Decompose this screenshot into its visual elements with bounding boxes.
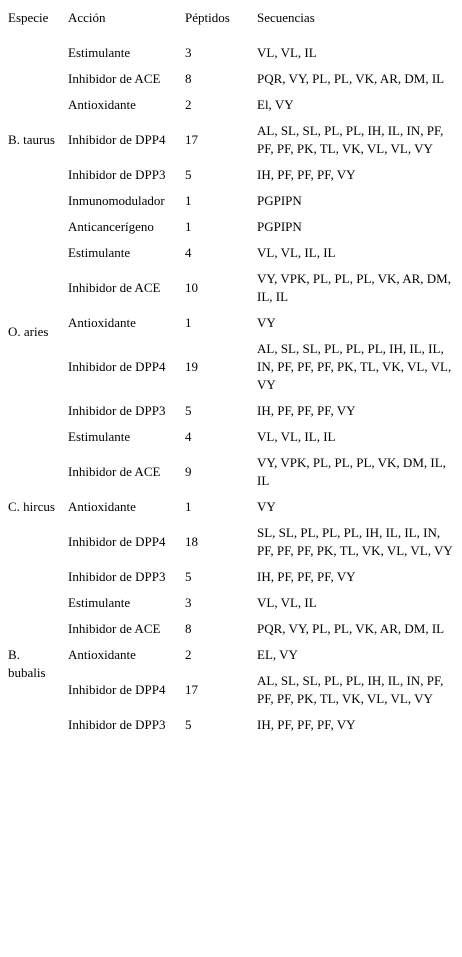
secuencias-cell: PQR, VY, PL, PL, VK, AR, DM, IL [257,71,445,86]
peptides-table [0,4,462,738]
table-row [0,712,462,738]
secuencias-cell: SL, SL, PL, PL, PL, IH, IL, IL, IN, PF, PF, PF, PK, TL, VK, VL, VL, VY [257,525,453,558]
secuencias-cell: IH, PF, PF, PF, VY [257,403,356,418]
table-row [0,162,462,188]
secuencias-cell: PQR, VY, PL, PL, VK, AR, DM, IL [257,621,445,636]
peptidos-cell: 1 [185,193,192,208]
secuencias-cell: VL, VL, IL, IL [257,245,336,260]
peptidos-cell: 18 [185,534,198,549]
table-row [0,520,462,564]
accion-cell: Inhibidor de DPP3 [68,403,166,418]
species-cell: O. aries [8,324,49,339]
accion-cell: Inhibidor de ACE [68,71,161,86]
peptidos-cell: 8 [185,71,192,86]
peptidos-cell: 3 [185,595,192,610]
accion-cell: Inmunomodulador [68,193,165,208]
peptidos-cell: 5 [185,167,192,182]
header-especie: Especie [8,10,49,25]
accion-cell: Inhibidor de ACE [68,621,161,636]
table-row [0,590,462,616]
accion-cell: Estimulante [68,45,131,60]
accion-cell: Inhibidor de DPP3 [68,569,166,584]
table-row [0,40,462,66]
header-peptidos: Péptidos [185,10,230,25]
secuencias-cell: IH, PF, PF, PF, VY [257,167,356,182]
table-row [0,118,462,162]
secuencias-cell: IH, PF, PF, PF, VY [257,569,356,584]
accion-cell: Estimulante [68,429,131,444]
accion-cell: Estimulante [68,245,131,260]
table-row [0,310,462,336]
peptidos-cell: 9 [185,464,192,479]
secuencias-cell: VL, VL, IL [257,595,317,610]
peptidos-cell: 1 [185,219,192,234]
secuencias-cell: AL, SL, SL, PL, PL, IH, IL, IN, PF, PF, PF, PK, TL, VK, VL, VL, VY [257,123,444,156]
accion-cell: Antioxidante [68,97,136,112]
secuencias-cell: VY, VPK, PL, PL, PL, VK, AR, DM, IL, IL [257,271,451,304]
accion-cell: Inhibidor de ACE [68,464,161,479]
peptidos-cell: 17 [185,132,198,147]
species-cell: C. hircus [8,499,55,514]
table-row [0,668,462,712]
peptidos-cell: 5 [185,569,192,584]
peptidos-cell: 1 [185,499,192,514]
peptidos-cell: 4 [185,245,192,260]
secuencias-cell: IH, PF, PF, PF, VY [257,717,356,732]
species-cell: B. taurus [8,132,55,147]
peptidos-cell: 10 [185,280,198,295]
accion-cell: Antioxidante [68,647,136,662]
peptidos-cell: 2 [185,647,192,662]
accion-cell: Inhibidor de DPP4 [68,682,166,697]
table-row [0,564,462,590]
secuencias-cell: VL, VL, IL, IL [257,429,336,444]
secuencias-cell: EL, VY [257,647,298,662]
accion-cell: Inhibidor de DPP3 [68,717,166,732]
secuencias-cell: AL, SL, SL, PL, PL, PL, IH, IL, IL, IN, PF, PF, PF, PK, TL, VK, VL, VL, VY [257,341,452,392]
accion-cell: Inhibidor de DPP4 [68,534,166,549]
table-row [0,188,462,214]
peptidos-cell: 4 [185,429,192,444]
secuencias-cell: El, VY [257,97,294,112]
peptidos-cell: 1 [185,315,192,330]
table-row [0,240,462,266]
accion-cell: Antioxidante [68,315,136,330]
secuencias-cell: VY, VPK, PL, PL, PL, VK, DM, IL, IL [257,455,446,488]
table-row [0,92,462,118]
table-row [0,494,462,520]
table-row [0,642,462,668]
table-header [0,4,462,40]
header-secuencias: Secuencias [257,10,315,25]
secuencias-cell: VL, VL, IL [257,45,317,60]
species-cell: B. bubalis [8,647,46,680]
table-row [0,336,462,398]
secuencias-cell: VY [257,499,276,514]
accion-cell: Estimulante [68,595,131,610]
accion-cell: Inhibidor de DPP4 [68,132,166,147]
accion-cell: Anticancerígeno [68,219,154,234]
peptidos-cell: 19 [185,359,198,374]
peptidos-cell: 8 [185,621,192,636]
table-row [0,214,462,240]
accion-cell: Inhibidor de DPP3 [68,167,166,182]
table-row [0,424,462,450]
table-row [0,398,462,424]
accion-cell: Inhibidor de DPP4 [68,359,166,374]
table-row [0,66,462,92]
header-accion: Acción [68,10,106,25]
accion-cell: Inhibidor de ACE [68,280,161,295]
table-row [0,266,462,310]
table-row [0,616,462,642]
peptidos-cell: 17 [185,682,198,697]
accion-cell: Antioxidante [68,499,136,514]
secuencias-cell: PGPIPN [257,219,302,234]
peptidos-cell: 5 [185,717,192,732]
table-body [0,40,462,738]
secuencias-cell: VY [257,315,276,330]
peptidos-cell: 5 [185,403,192,418]
secuencias-cell: AL, SL, SL, PL, PL, IH, IL, IN, PF, PF, PF, PK, TL, VK, VL, VL, VY [257,673,444,706]
peptidos-cell: 2 [185,97,192,112]
secuencias-cell: PGPIPN [257,193,302,208]
table-row [0,450,462,494]
peptidos-cell: 3 [185,45,192,60]
